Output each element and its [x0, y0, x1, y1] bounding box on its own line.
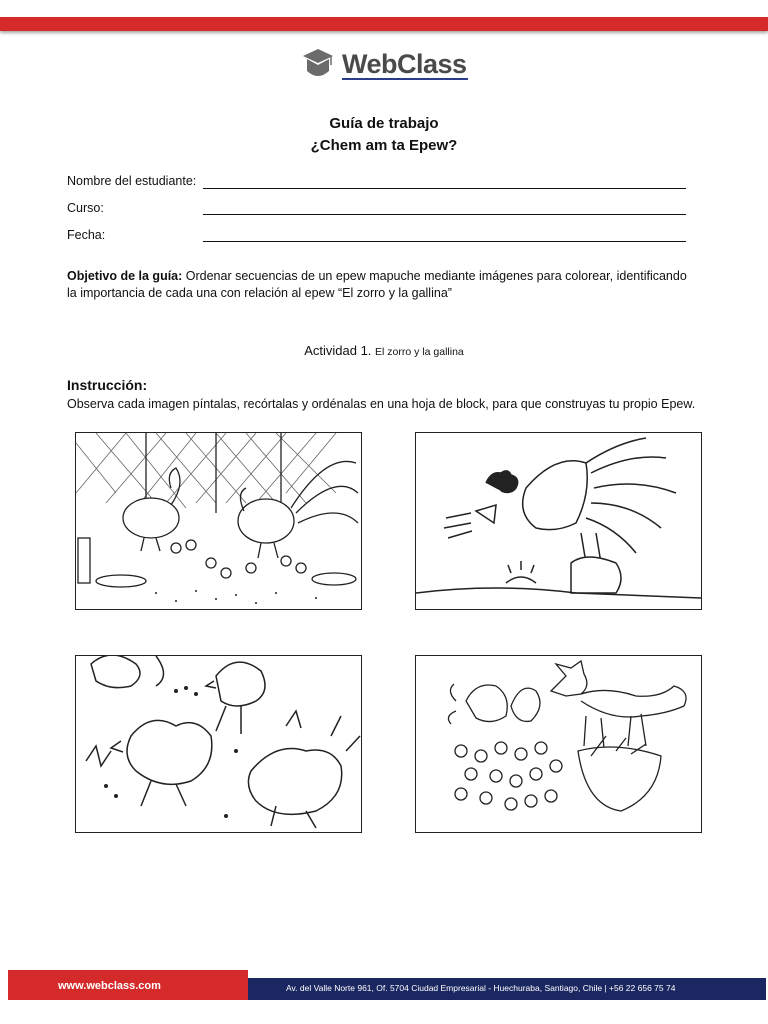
- page-subtitle: ¿Chem am ta Epew?: [310, 137, 458, 154]
- date-line[interactable]: [203, 241, 686, 242]
- instruction-title: Instrucción:: [67, 377, 148, 393]
- chicks-drawing: [75, 655, 362, 833]
- activity-label: Actividad 1.: [304, 343, 372, 358]
- objective-text: Ordenar secuencias de un epew mapuche mediante imágenes para colorear, identificando la importancia de cada una con relación al epew “El zorro y la gallina”: [67, 269, 687, 300]
- course-label: Curso:: [67, 201, 104, 215]
- logo-text: WebClass: [342, 48, 467, 79]
- graduation-cap-icon: [302, 47, 334, 81]
- rooster-crowing-drawing: [415, 432, 702, 610]
- footer-url-link[interactable]: www.webclass.com: [58, 980, 161, 992]
- student-name-label: Nombre del estudiante:: [67, 174, 197, 188]
- objective-label: Objetivo de la guía:: [67, 269, 183, 283]
- logo-underline: [342, 78, 468, 80]
- activity-heading: [0, 343, 768, 358]
- footer-address: Av. del Valle Norte 961, Of. 5704 Ciudad Empresarial - Huechuraba, Santiago, Chile | +56 22 656 75 74: [286, 983, 676, 993]
- student-name-line[interactable]: [203, 188, 686, 189]
- fox-and-hens-drawing: [415, 655, 702, 833]
- instruction-text: Observa cada imagen píntalas, recórtalas y ordénalas en una hoja de block, para que construyas tu propio Epew.: [67, 397, 696, 411]
- footer-bar: [8, 970, 766, 1000]
- objective-paragraph: [67, 268, 697, 302]
- date-label: Fecha:: [67, 228, 106, 242]
- page-title: Guía de trabajo: [329, 115, 439, 132]
- webclass-logo: [302, 44, 467, 84]
- activity-subtitle: El zorro y la gallina: [375, 346, 464, 358]
- course-line[interactable]: [203, 214, 686, 215]
- hens-in-coop-drawing: [75, 432, 362, 610]
- top-red-bar: [0, 17, 768, 31]
